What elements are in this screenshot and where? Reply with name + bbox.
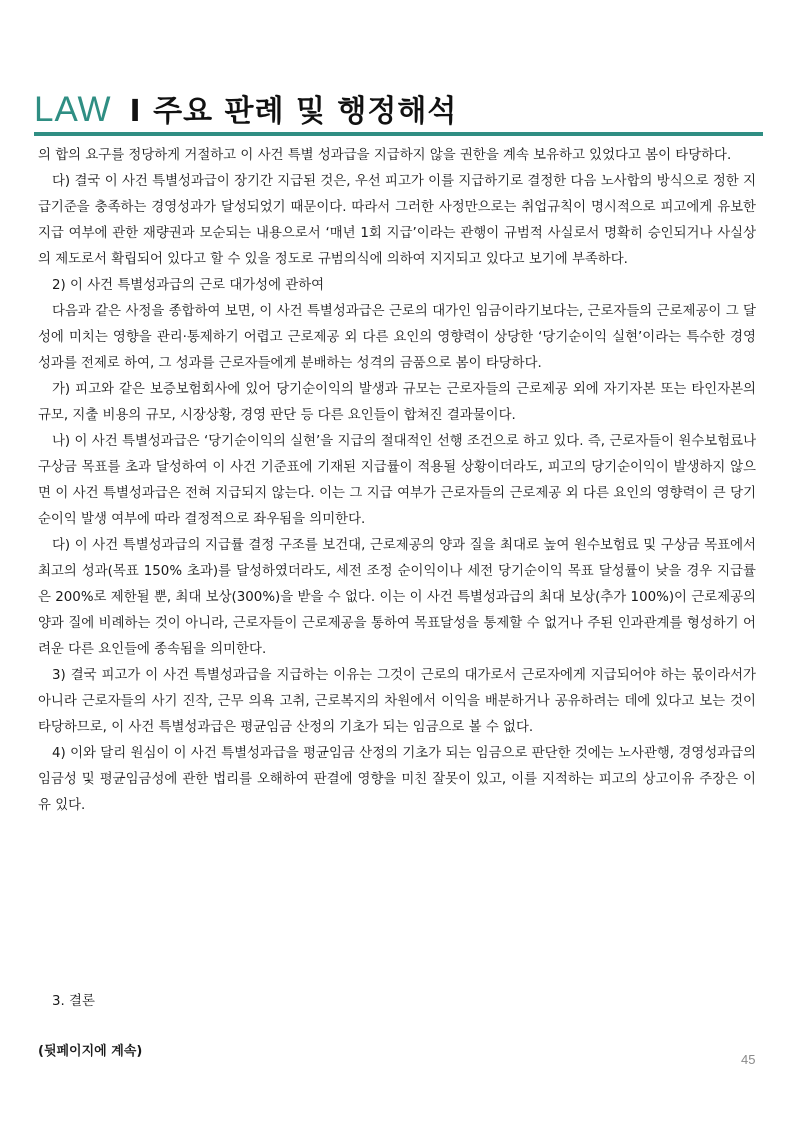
page-header [34,86,458,129]
paragraph-summary: 다음과 같은 사정을 종합하여 보면, 이 사건 특별성과급은 근로의 대가인 임금이라기보다는, 근로자들의 근로제공이 그 달성에 미치는 영향을 관리·통제하기 어렵고 근로제공 외 다른 요인의 영향력이 상당한 ‘당기순이익 실현’이라는 특수한 경영성과를 전제로 하여, 그 성과를 근로자들에게 분배하는 성격의 금품으로 봄이 타당하다. [38,304,756,371]
document-body [38,143,756,819]
subheading-2: 2) 이 사건 특별성과급의 근로 대가성에 관하여 [52,278,325,293]
paragraph-3: 3) 결국 피고가 이 사건 특별성과급을 지급하는 이유는 그것이 근로의 대가로서 근로자에게 지급되어야 하는 몫이라서가 아니라 근로자들의 사기 진작, 근무 의욕 고취, 근로복지의 차원에서 이익을 배분하거나 공유하려는 데에 있다고 보는 것이 타당하므로, 이 사건 특별성과급은 평균임금 산정의 기초가 되는 임금으로 볼 수 없다. [38,668,756,735]
conclusion-heading: 3. 결론 [52,994,95,1009]
header-rule [34,132,763,136]
section-label: LAW [34,90,112,129]
paragraph-da-1: 다) 결국 이 사건 특별성과급이 장기간 지급된 것은, 우선 피고가 이를 지급하기로 결정한 다음 노사합의 방식으로 정한 지급기준을 충족하는 경영성과가 달성되었기 때문이다. 따라서 그러한 사정만으로는 취업규칙이 명시적으로 피고에게 유보한 지급 여부에 관한 재량권과 모순되는 내용으로서 ‘매년 1회 지급’이라는 관행이 규범적 사실로서 명확히 승인되거나 사실상의 제도로서 확립되어 있다고 할 수 있을 정도로 규범의식에 의하여 지지되고 있다고 보기에 부족하다. [38,174,756,267]
paragraph-4: 4) 이와 달리 원심이 이 사건 특별성과급을 평균임금 산정의 기초가 되는 임금으로 판단한 것에는 노사관행, 경영성과급의 임금성 및 평균임금성에 관한 법리를 오해하여 판결에 영향을 미친 잘못이 있고, 이를 지적하는 피고의 상고이유 주장은 이유 있다. [38,746,756,813]
paragraph-ga: 가) 피고와 같은 보증보험회사에 있어 당기순이익의 발생과 규모는 근로자들의 근로제공 외에 자기자본 또는 타인자본의 규모, 지출 비용의 규모, 시장상황, 경영 판단 등 다른 요인들이 합쳐진 결과물이다. [38,382,756,423]
paragraph-na: 나) 이 사건 특별성과급은 ‘당기순이익의 실현’을 지급의 절대적인 선행 조건으로 하고 있다. 즉, 근로자들이 원수보험료나 구상금 목표를 초과 달성하여 이 사건 기준표에 기재된 지급률이 적용될 상황이더라도, 피고의 당기순이익이 발생하지 않으면 이 사건 특별성과급은 전혀 지급되지 않는다. 이는 그 지급 여부가 근로자들의 근로제공 외 다른 요인의 영향력이 큰 당기순이익 발생 여부에 따라 결정적으로 좌우됨을 의미한다. [38,434,756,527]
page-number: 45 [741,1052,756,1067]
paragraph-da-2: 다) 이 사건 특별성과급의 지급률 결정 구조를 보건대, 근로제공의 양과 질을 최대로 높여 원수보험료 및 구상금 목표에서 최고의 성과(목표 150% 초과)를 달성하였더라도, 세전 조정 순이익이나 세전 당기순이익 목표 달성률이 낮을 경우 지급률은 200%로 제한될 뿐, 최대 보상(300%)을 받을 수 없다. 이는 이 사건 특별성과급의 최대 보상(추가 100%)이 근로제공의 양과 질에 비례하는 것이 아니라, 근로자들이 근로제공을 통하여 목표달성을 통제할 수 없거나 주된 인과관계를 형성하기 어려운 다른 요인들에 종속됨을 의미한다. [38,538,756,657]
page-title: I 주요 판례 및 행정해석 [129,94,458,129]
paragraph-continued: 의 합의 요구를 정당하게 거절하고 이 사건 특별 성과급을 지급하지 않을 권한을 계속 보유하고 있었다고 봄이 타당하다. [38,148,732,163]
continue-note: (뒷페이지에 계속) [38,1044,143,1059]
